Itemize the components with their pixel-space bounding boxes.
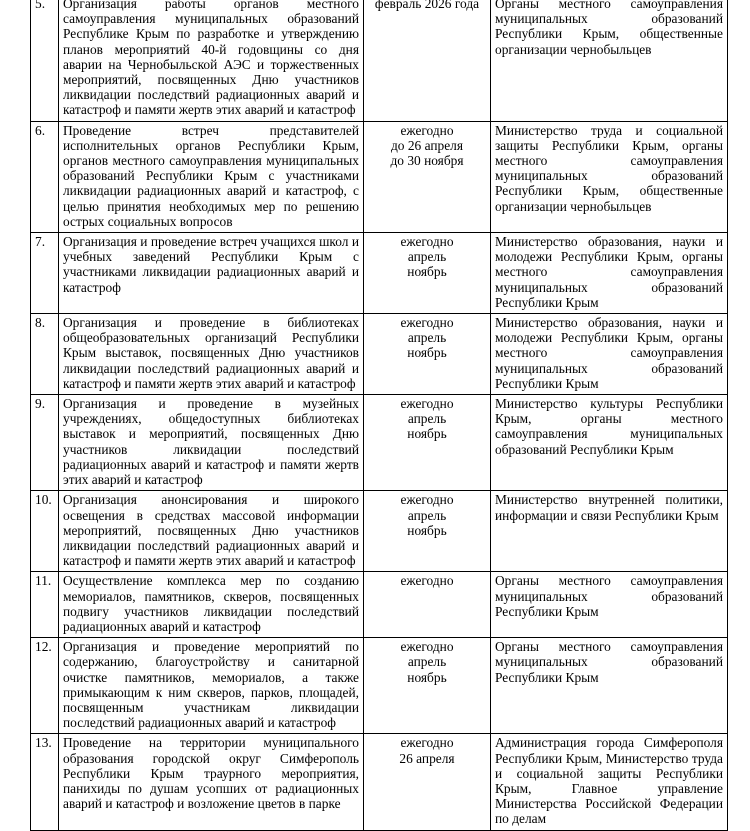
term-line: ежегодно <box>400 492 454 508</box>
term-line: до 30 ноября <box>390 153 464 169</box>
table-row <box>31 572 728 638</box>
term-line: апрель <box>407 330 447 346</box>
event-term <box>364 638 491 734</box>
events-plan-table <box>30 0 728 831</box>
row-number: 10. <box>31 491 59 572</box>
row-number: 8. <box>31 314 59 395</box>
term-line: ежегодно <box>400 573 454 589</box>
row-number: 12. <box>31 638 59 734</box>
event-term <box>364 0 491 121</box>
event-term <box>364 233 491 314</box>
table-row <box>31 233 728 314</box>
event-description: Организация и проведение в библиотеках общеобразовательных организаций Республики Крым выставок, посвященных Дню участников ликвидации последствий радиационных аварий и катастроф и памяти жертв этих аварий и катастроф <box>59 314 364 395</box>
table-row <box>31 734 728 830</box>
row-number: 9. <box>31 395 59 491</box>
term-line: ежегодно <box>400 315 454 331</box>
responsible-parties: Министерство культуры Республики Крым, органы местного самоуправления муниципальных образований Республики Крым <box>491 395 728 491</box>
event-term <box>364 395 491 491</box>
term-line: ноябрь <box>407 669 447 685</box>
event-description: Проведение на территории муниципального образования городской округ Симферополь Республики Крым траурного мероприятия, панихиды по душам усопших от радиационных аварий и катастроф и возложение цветов в парке <box>59 734 364 830</box>
term-line: ноябрь <box>407 522 447 538</box>
table-row <box>31 121 728 232</box>
event-description: Организация и проведение мероприятий по содержанию, благоустройству и санитарной очистке памятников, мемориалов, а также примыкающим к ним скверов, парков, площадей, посвященным участникам ликвидации последствий радиационных аварий и катастроф <box>59 638 364 734</box>
table-row <box>31 638 728 734</box>
event-term <box>364 314 491 395</box>
term-line: апрель <box>407 249 447 265</box>
event-term <box>364 734 491 830</box>
term-line: апрель <box>407 507 447 523</box>
term-line: ежегодно <box>400 234 454 250</box>
event-term <box>364 572 491 638</box>
term-line: до 26 апреля <box>390 137 463 153</box>
responsible-parties: Министерство образования, науки и молодежи Республики Крым, органы местного самоуправления муниципальных образований Республики Крым <box>491 314 728 395</box>
term-line: апрель <box>407 411 447 427</box>
term-line: ежегодно <box>400 735 454 751</box>
responsible-parties: Органы местного самоуправления муниципальных образований Республики Крым <box>491 638 728 734</box>
event-description: Осуществление комплекса мер по созданию мемориалов, памятников, скверов, посвященных подвигу участников ликвидации последствий радиационных аварий и катастроф <box>59 572 364 638</box>
responsible-parties: Министерство образования, науки и молодежи Республики Крым, органы местного самоуправления муниципальных образований Республики Крым <box>491 233 728 314</box>
responsible-parties: Администрация города Симферополя Республики Крым, Министерство труда и социальной защиты Республики Крым, Главное управление Министерства Российской Федерации по делам <box>491 734 728 830</box>
event-description: Организация анонсирования и широкого освещения в средствах массовой информации мероприятий, посвященных Дню участников ликвидации последствий радиационных аварий и катастроф и памяти жертв этих аварий и катастроф <box>59 491 364 572</box>
responsible-parties: Министерство труда и социальной защиты Республики Крым, органы местного самоуправления муниципальных образований Республики Крым, общественные организации чернобыльцев <box>491 121 728 232</box>
table-row <box>31 395 728 491</box>
responsible-parties: Органы местного самоуправления муниципальных образований Республики Крым <box>491 572 728 638</box>
term-line: ноябрь <box>407 345 447 361</box>
table-row <box>31 491 728 572</box>
event-description: Организация и проведение встреч учащихся школ и учебных заведений Республики Крым с участниками ликвидации радиационных аварий и катастроф <box>59 233 364 314</box>
term-line: ежегодно <box>400 396 454 412</box>
row-number: 13. <box>31 734 59 830</box>
events-plan-table-body <box>31 0 728 830</box>
row-number: 5. <box>31 0 59 121</box>
responsible-parties: Органы местного самоуправления муниципальных образований Республики Крым, общественные организации чернобыльцев <box>491 0 728 121</box>
term-line: ноябрь <box>407 264 447 280</box>
term-line: ежегодно <box>400 122 454 138</box>
event-term <box>364 491 491 572</box>
responsible-parties: Министерство внутренней политики, информации и связи Республики Крым <box>491 491 728 572</box>
term-line: февраль 2026 года <box>374 0 480 11</box>
term-line: ежегодно <box>400 639 454 655</box>
event-description: Организация работы органов местного самоуправления муниципальных образований Республике Крым по разработке и утверждению планов мероприятий 40-й годовщины со дня аварии на Чернобыльской АЭС и торжественных мероприятий, посвященных Дню участников ликвидации последствий радиационных аварий и катастроф и памяти жертв этих аварий и катастроф <box>59 0 364 121</box>
event-description: Организация и проведение в музейных учреждениях, общедоступных библиотеках выставок и мероприятий, посвященных Дню участников ликвидации последствий радиационных аварий и катастроф и памяти жертв этих аварий и катастроф <box>59 395 364 491</box>
term-line: 26 апреля <box>399 750 455 766</box>
term-line: апрель <box>407 654 447 670</box>
table-row <box>31 0 728 121</box>
row-number: 11. <box>31 572 59 638</box>
event-description: Проведение встреч представителей исполнительных органов Республики Крым, органов местного самоуправления муниципальных образований Республики Крым с участниками ликвидации радиационных аварий и катастроф, с целью принятия необходимых мер по решению острых социальных вопросов <box>59 121 364 232</box>
event-term <box>364 121 491 232</box>
term-line: ноябрь <box>407 426 447 442</box>
row-number: 7. <box>31 233 59 314</box>
row-number: 6. <box>31 121 59 232</box>
table-row <box>31 314 728 395</box>
